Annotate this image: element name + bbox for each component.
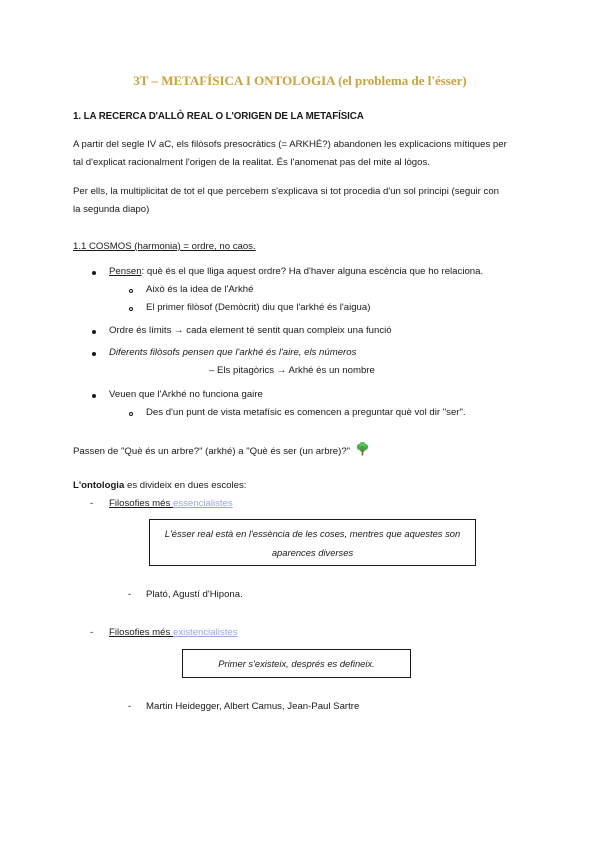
ontology-term: L'ontologia [73,480,125,491]
sub-bullet-circle [129,289,133,293]
quote-line: aparences diverses [271,546,354,558]
dash-marker: - [128,589,132,600]
paragraph-1-line-2: tal d'explicat racionalment l'origen de la realitat. És l'anomenat pas del mite al lògos. [73,157,430,168]
dash-marker: - [90,627,94,638]
bullet-dot [92,271,96,275]
question-line [73,442,369,459]
authors-essentialist: Plató, Agustí d'Hipona. [146,589,243,600]
quote-line: Primer s'existeix, després es defineix. [218,658,375,669]
bullet-dot [92,330,96,334]
list-item-label: Pensen [109,266,142,277]
paragraph-2-line-1: Per ells, la multiplicitat de tot el que percebem s'explicava si tot procedia d'un sol principi (seguir con [73,186,499,197]
sub-bullet-circle [129,307,133,311]
paragraph-2-line-2: la segunda diapo) [73,204,150,215]
quote-box-existentialist [182,649,411,678]
existentialist-link[interactable]: existencialistes [172,627,238,638]
tree-icon [356,442,369,459]
dash-marker: - [90,498,94,509]
sub-list-item: Això és la idea de l'Arkhé [146,284,254,295]
bullet-dot [92,352,96,356]
school-label: Filosofies més [109,498,173,509]
page-title: 3T – METAFÍSICA I ONTOLOGIA (el problema de l'ésser) [133,73,467,88]
sub-list-item: El primer filòsof (Demòcrit) diu que l'arkhé és l'aigua) [146,302,371,313]
section-heading: 1. LA RECERCA D'ALLÒ REAL O L'ORIGEN DE LA METAFÍSICA [73,111,364,122]
bullet-dot [92,394,96,398]
sub-bullet-circle [129,412,133,416]
paragraph-1-line-1: A partir del segle IV aC, els filòsofs presocràtics (= ARKHÉ?) abandonen les explicacions mítiques per [73,139,507,150]
list-item [109,266,483,277]
sub-list-item: – Els pitagòrics → Arkhé és un nombre [209,365,375,376]
list-item: Diferents filòsofs pensen que l'arkhé és l'aire, els números [109,347,357,358]
ontology-intro [73,480,246,491]
list-item: Ordre és límits → cada element té sentit quan compleix una funció [109,325,392,336]
dash-marker: - [128,701,132,712]
quote-line: L'ésser real està en l'essència de les coses, mentres que aquestes son [164,527,461,539]
ontology-intro-text: es divideix en dues escoles: [124,480,247,491]
sub-list-item: Des d'un punt de vista metafísic es comencen a preguntar què vol dir "ser". [146,407,466,418]
school-essentialist [109,498,233,509]
list-item-text: : què és el que lliga aquest ordre? Ha d'haver alguna escència que ho relaciona. [141,266,484,277]
school-label: Filosofies més [109,627,173,638]
authors-existentialist: Martin Heidegger, Albert Camus, Jean-Paul Sartre [146,701,360,712]
subsection-heading: 1.1 COSMOS (harmonia) = ordre, no caos. [73,241,256,252]
quote-box-essentialist [149,519,476,566]
question-text: Passen de "Què és un arbre?" (arkhé) a "Què és ser (un arbre)?" [73,446,351,457]
list-item: Veuen que l'Arkhé no funciona gaire [109,389,263,400]
school-existentialist [109,627,238,638]
essentialist-link[interactable]: essencialistes [172,498,233,509]
